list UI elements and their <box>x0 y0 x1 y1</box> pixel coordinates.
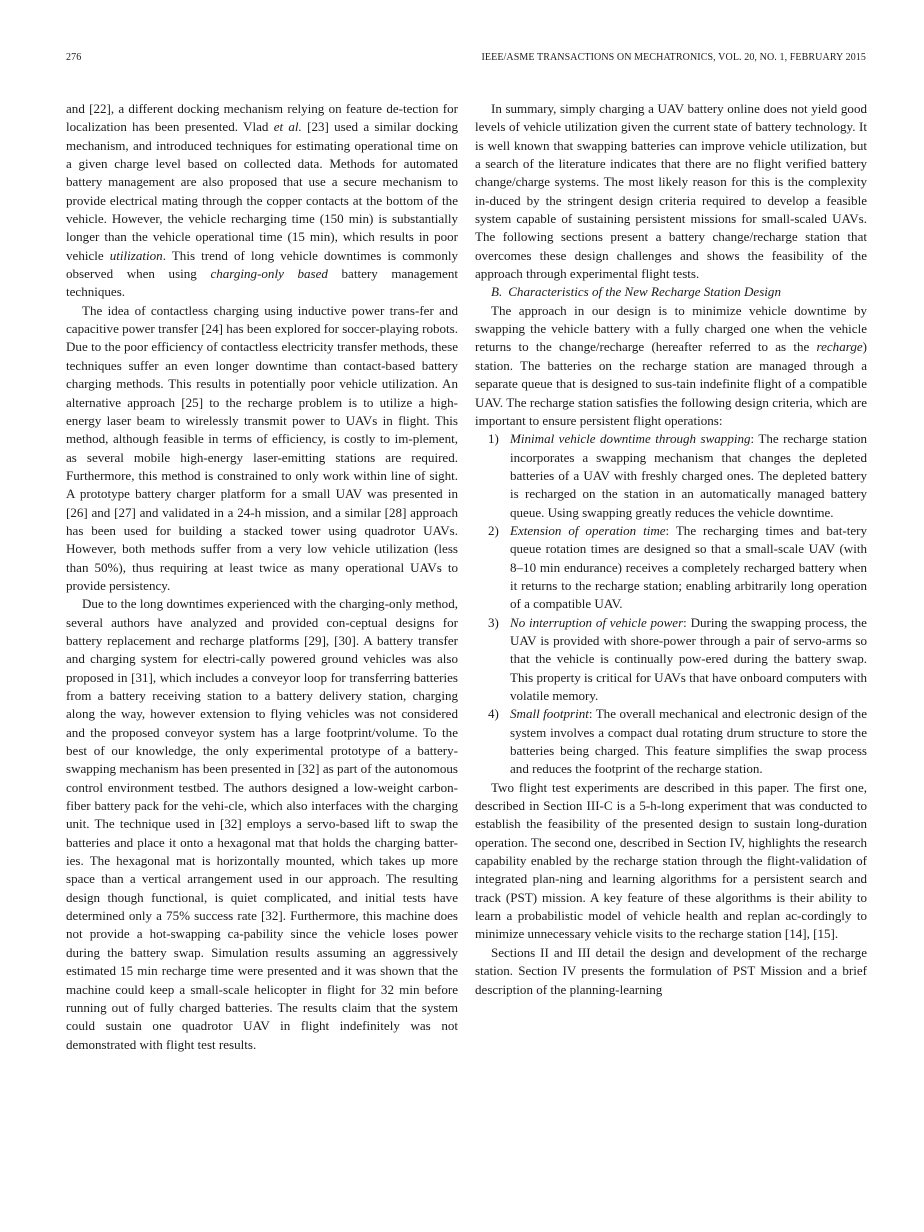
criteria-term: Extension of operation time <box>510 522 666 538</box>
criteria-number: 4) <box>488 706 499 722</box>
section-heading <box>475 283 867 301</box>
italic-run: charging-only based <box>210 266 328 282</box>
criteria-item <box>475 614 867 706</box>
criteria-text: : During the swapping process, the UAV is provided with shore-power through a pair of servo-arms so that the vehicle is continually pow-ered during the battery swap. This property is critical for UAVs that have onboard computers with volatile memory. <box>510 614 867 703</box>
design-criteria-list <box>475 430 867 779</box>
italic-run: recharge <box>816 339 863 355</box>
section-title: Characteristics of the New Recharge Station Design <box>508 284 781 300</box>
paragraph-summary: In summary, simply charging a UAV battery online does not yield good levels of vehicle utilization given the current state of battery technology. It is well known that swapping batteries can improve vehicle utilization, but a search of the literature indicates that there are no flight verified battery change/charge systems. The most likely reason for this is the complexity in-duced by the stringent design criteria required to develop a feasible system capable of sustaining persistent missions for small-scaled UAVs. The following sections present a battery change/recharge station that overcomes these design challenges and shows the feasibility of the approach through experimental flight tests. <box>475 101 867 282</box>
paragraph-design-approach: The approach in our design is to minimize vehicle downtime by swapping the vehicle battery with a fully charged one when the vehicle returns to the change/recharge (hereafter referred to as the recharge) station. The batteries on the recharge station are managed through a separate queue that is designed to sus-tain indefinite flight of a compatible UAV. The recharge station satisfies the following design criteria, which are important to ensure persistent flight operations: <box>475 302 867 428</box>
paragraph-battery-replacement: Due to the long downtimes experienced with the charging-only method, several authors have analyzed and provided con-ceptual designs for battery replacement and recharge platforms [29], [30]. A battery transfer and charging system for electri-cally powered ground vehicles was also proposed in [31], which includes a conveyor loop for transferring batteries from a battery receiving station to a battery delivery station, charging along the way, however extension to flying vehicles was not considered and the proposed conveyor system has a large footprint/volume. To the best of our knowledge, the only experimental prototype of a battery-swapping mechanism has been presented in [32] as part of the autonomous control environment testbed. The authors designed a low-weight carbon-fiber battery pack for the vehi-cle, which also interfaces with the charging unit. The technique used in [32] employs a servo-based lift to swap the batteries and place it onto a hexagonal mat that holds the charging batter-ies. The hexagonal mat is horizontally mounted, which takes up more space than a vertical arrangement used in our approach. The resulting design though functional, is quiet complicated, and initial tests have determined only a 75% success rate [32]. Furthermore, this machine does not provide a hot-swapping ca-pability since the vehicle loses power during the battery swap. Simulation results assuming an aggressively estimated 15 min recharge time were presented and it was shown that the machine could keep a small-scale helicopter in flight for 32 min before running out of fully charged batteries. The results claim that the system could sustain one quadrotor UAV in flight indefinitely was not demonstrated with flight test results. <box>66 596 458 1052</box>
criteria-text: : The recharge station incorporates a swapping mechanism that changes the depleted batteries of a UAV with freshly charged ones. The depleted battery is recharged on the station in an automatically managed battery queue. Using swapping greatly reduces the vehicle downtime. <box>510 431 867 520</box>
criteria-item <box>475 430 867 522</box>
criteria-number: 3) <box>488 614 499 630</box>
left-column <box>66 100 458 1054</box>
criteria-term: No interruption of vehicle power <box>510 614 684 630</box>
criteria-term: Small footprint <box>510 706 589 722</box>
criteria-item <box>475 705 867 778</box>
paragraph-contactless-charging: The idea of contactless charging using inductive power trans-fer and capacitive power transfer [24] has been explored for soccer-playing robots. Due to the poor efficiency of contactless electricity transfer methods, these techniques suffer an even longer downtime than contact-based battery charging methods. This results in potentially poor vehicle utilization. An alternative approach [25] to the recharge problem is to utilize a high-energy laser beam to wirelessly transmit power to UAVs in flight. This method, although feasible in terms of efficiency, is costly to im-plement, as several mobile high-energy laser-emitting stations are required. Furthermore, this method is constrained to only work within line of sight. A prototype battery charger platform for a small UAV was presented in [26] and [27] and validated in a 24-h mission, and a similar [28] approach has been used for building a stacked tower using quadrotor UAVs. However, both methods suffer from a very low vehicle utilization (less than 50%), thus requiring at least twice as many operational UAVs to provide persistency. <box>66 302 458 593</box>
criteria-number: 1) <box>488 431 499 447</box>
section-letter: B. <box>491 284 503 300</box>
journal-title: IEEE/ASME TRANSACTIONS ON MECHATRONICS, VOL. 20, NO. 1, FEBRUARY 2015 <box>481 52 866 63</box>
right-column <box>475 100 867 999</box>
paragraph-docking-mechanisms: and [22], a different docking mechanism relying on feature de-tection for localization has been presented. Vlad et al. [23] used a similar docking mechanism, and introduced techniques for estimating operational time on a given charge level based on collected data. Methods for automated battery management are also proposed that use a secure mechanism to provide electrical mating through the copper contacts at the bottom of the vehicle. However, the vehicle recharging time (150 min) is substantially longer than the vehicle operational time (15 min), which results in poor vehicle utilization. This trend of long vehicle downtimes is commonly observed when using charging-only based battery management techniques. <box>66 101 459 300</box>
page-number: 276 <box>66 52 82 63</box>
paragraph-section-overview: Sections II and III detail the design and development of the recharge station. Section IV presents the formulation of PST Mission and a brief description of the planning-learning <box>475 944 867 997</box>
criteria-item <box>475 522 867 614</box>
criteria-text: : The overall mechanical and electronic design of the system involves a compact dual rotating drum structure to store the batteries being charged. This feature simplifies the swap process and reduces the footprint of the recharge station. <box>510 706 867 777</box>
criteria-term: Minimal vehicle downtime through swapping <box>510 431 751 447</box>
criteria-text: : The recharging times and bat-tery queue rotation times are designed so that a small-scale UAV (with 8–10 min endurance) receives a completely recharged battery when it returns to the recharge station; enabling arbitrarily long operation of a compatible UAV. <box>510 522 867 612</box>
criteria-number: 2) <box>488 522 499 538</box>
italic-run: et al. <box>273 119 302 135</box>
paragraph-flight-experiments: Two flight test experiments are described in this paper. The first one, described in Section III-C is a 5-h-long experiment that was conducted to establish the feasibility of the presented design to sustain long-duration operation. The second one, described in Section IV, highlights the research capability enabled by the recharge station through the flight-validation of integrated plan-ning and learning algorithms for a persistent search and track (PST) mission. A key feature of these algorithms is their ability to learn a probabilistic model of vehicle health and replan ac-cordingly to minimize unnecessary vehicle visits to the recharge station [14], [15]. <box>475 779 867 942</box>
italic-run: utilization <box>109 247 163 263</box>
